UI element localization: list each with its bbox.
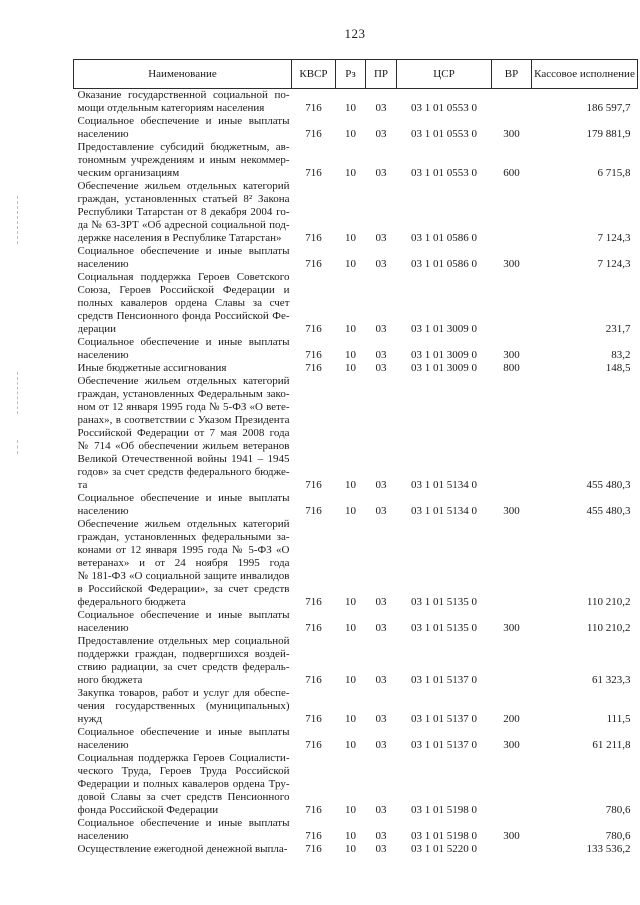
- amount-cell: 61 211,8: [592, 739, 631, 751]
- pr-cell: 03: [375, 167, 387, 179]
- rz-cell: 10: [345, 479, 356, 491]
- pr-cell: 03: [375, 739, 387, 751]
- amount-cell: 83,2: [611, 349, 631, 361]
- row-name-line: чения государственных (муниципальных): [77, 700, 290, 712]
- row-name-line: ствию радиации, за счет средств федераль-: [77, 661, 290, 673]
- row-name-line: населению: [77, 128, 129, 140]
- row-name-line: держке населения в Республике Татарстан»: [77, 232, 282, 244]
- csr-cell: 03 1 01 0553 0: [411, 128, 477, 140]
- kvsr-cell: 716: [305, 258, 322, 270]
- row-name-line: Российской Федерации от 7 мая 2008 года: [77, 427, 290, 439]
- amount-cell: 7 124,3: [597, 258, 631, 270]
- kvsr-cell: 716: [305, 505, 322, 517]
- amount-cell: 6 715,8: [597, 167, 631, 179]
- rz-cell: 10: [345, 258, 356, 270]
- rz-cell: 10: [345, 674, 356, 686]
- csr-cell: 03 1 01 0586 0: [411, 258, 477, 270]
- row-name-line: в Российской Федерации», за счет средств: [77, 583, 290, 595]
- pr-cell: 03: [375, 713, 387, 725]
- csr-cell: 03 1 01 5198 0: [411, 830, 477, 842]
- vr-cell: [492, 89, 532, 116]
- row-name-cell: [74, 115, 292, 141]
- pr-cell: 03: [375, 804, 387, 816]
- scan-artifact: [17, 440, 18, 454]
- csr-cell: 03 1 01 3009 0: [411, 323, 477, 335]
- vr-cell: 300: [503, 622, 520, 634]
- vr-cell: [492, 518, 532, 609]
- table-row: [74, 726, 638, 752]
- table-row: [74, 362, 638, 375]
- row-name-line: довой Славы за счет средств Пенсионного: [77, 791, 290, 803]
- row-name-cell: [74, 518, 292, 609]
- row-name-line: Обеспечение жильем отдельных категорий: [77, 518, 290, 530]
- table-row: [74, 89, 638, 116]
- row-name-line: населению: [77, 739, 129, 751]
- vr-cell: 200: [503, 713, 520, 725]
- row-name-line: Оказание государственной социальной по-: [77, 89, 290, 101]
- pr-cell: 03: [375, 505, 387, 517]
- row-name-line: Великой Отечественной войны 1941 – 1945: [77, 453, 290, 465]
- col-header-kvsr: КВСР: [292, 60, 336, 89]
- row-name-line: Обеспечение жильем отдельных категорий: [77, 375, 290, 387]
- row-name-cell: [74, 492, 292, 518]
- row-name-line: № 714 «Об обеспечении жильем ветеранов: [77, 440, 290, 452]
- kvsr-cell: 716: [305, 479, 322, 491]
- kvsr-cell: 716: [305, 739, 322, 751]
- row-name-cell: [74, 89, 292, 116]
- csr-cell: 03 1 01 5134 0: [411, 479, 477, 491]
- kvsr-cell: 716: [305, 167, 322, 179]
- rz-cell: 10: [345, 843, 356, 855]
- rz-cell: 10: [345, 362, 356, 374]
- row-name-line: мощи отдельным категориям населения: [77, 102, 265, 114]
- row-name-cell: [74, 687, 292, 726]
- vr-cell: 600: [503, 167, 520, 179]
- kvsr-cell: 716: [305, 362, 322, 374]
- kvsr-cell: 716: [305, 128, 322, 140]
- kvsr-cell: 716: [305, 804, 322, 816]
- row-name-cell: [74, 271, 292, 336]
- pr-cell: 03: [375, 102, 387, 114]
- row-name-cell: [74, 141, 292, 180]
- pr-cell: 03: [375, 349, 387, 361]
- row-name-line: ранах», в соответствии с Указом Президента: [77, 414, 290, 426]
- row-name-line: Закупка товаров, работ и услуг для обеспе-: [77, 687, 290, 699]
- pr-cell: 03: [375, 232, 387, 244]
- csr-cell: 03 1 01 3009 0: [411, 362, 477, 374]
- table-row: [74, 635, 638, 687]
- kvsr-cell: 716: [305, 713, 322, 725]
- row-name-line: ветеранах» и от 24 ноября 1995 года: [77, 557, 290, 569]
- row-name-line: граждан, установленных статьей 8² Закона: [77, 193, 290, 205]
- rz-cell: 10: [345, 102, 356, 114]
- row-name-cell: [74, 375, 292, 492]
- row-name-line: Предоставление отдельных мер социальной: [77, 635, 290, 647]
- amount-cell: 231,7: [605, 323, 631, 335]
- row-name-line: граждан, установленных Федеральным зако-: [77, 388, 290, 400]
- row-name-line: тономным учреждениям и иным некоммер-: [77, 154, 290, 166]
- row-name-cell: [74, 245, 292, 271]
- amount-cell: 186 597,7: [586, 102, 631, 114]
- vr-cell: [492, 635, 532, 687]
- row-name-line: населению: [77, 830, 129, 842]
- rz-cell: 10: [345, 804, 356, 816]
- amount-cell: 780,6: [605, 804, 631, 816]
- row-name-line: Социальное обеспечение и иные выплаты: [77, 492, 290, 504]
- rz-cell: 10: [345, 167, 356, 179]
- row-name-line: нужд: [77, 713, 102, 725]
- pr-cell: 03: [375, 479, 387, 491]
- table-row: [74, 843, 638, 856]
- csr-cell: 03 1 01 0586 0: [411, 232, 477, 244]
- table-row: [74, 180, 638, 245]
- vr-cell: [492, 375, 532, 492]
- rz-cell: 10: [345, 232, 356, 244]
- pr-cell: 03: [375, 323, 387, 335]
- row-name-line: Социальная поддержка Героев Советского: [77, 271, 290, 283]
- table-row: [74, 752, 638, 817]
- row-name-cell: [74, 635, 292, 687]
- row-name-cell: [74, 726, 292, 752]
- row-name-line: фонда Российской Федерации: [77, 804, 219, 816]
- vr-cell: 300: [503, 349, 520, 361]
- row-name-cell: [74, 817, 292, 843]
- col-header-vr: ВР: [492, 60, 532, 89]
- kvsr-cell: 716: [305, 102, 322, 114]
- amount-cell: 179 881,9: [586, 128, 631, 140]
- row-name-line: населению: [77, 622, 129, 634]
- row-name-line: Обеспечение жильем отдельных категорий: [77, 180, 290, 192]
- csr-cell: 03 1 01 5134 0: [411, 505, 477, 517]
- row-name-cell: [74, 609, 292, 635]
- row-name-line: та: [77, 479, 88, 491]
- scan-artifact: [17, 372, 18, 414]
- amount-cell: 110 210,2: [586, 596, 631, 608]
- row-name-line: граждан, установленных федеральными за-: [77, 531, 290, 543]
- row-name-line: населению: [77, 505, 129, 517]
- rz-cell: 10: [345, 596, 356, 608]
- row-name-line: средств Пенсионного фонда Российской Фе-: [77, 310, 290, 322]
- amount-cell: 780,6: [605, 830, 631, 842]
- row-name-line: Социальное обеспечение и иные выплаты: [77, 609, 290, 621]
- rz-cell: 10: [345, 505, 356, 517]
- rz-cell: 10: [345, 128, 356, 140]
- table-row: [74, 141, 638, 180]
- csr-cell: 03 1 01 5135 0: [411, 596, 477, 608]
- row-name-line: ном от 12 января 1995 года № 5-ФЗ «О вете-: [77, 401, 290, 413]
- kvsr-cell: 716: [305, 843, 322, 855]
- csr-cell: 03 1 01 0553 0: [411, 167, 477, 179]
- kvsr-cell: 716: [305, 622, 322, 634]
- kvsr-cell: 716: [305, 830, 322, 842]
- col-header-kassovoe: Кассовое исполнение: [532, 60, 638, 89]
- pr-cell: 03: [375, 362, 387, 374]
- vr-cell: [492, 271, 532, 336]
- table-row: [74, 518, 638, 609]
- kvsr-cell: 716: [305, 596, 322, 608]
- row-name-line: Социальное обеспечение и иные выплаты: [77, 817, 290, 829]
- amount-cell: 455 480,3: [586, 479, 631, 491]
- pr-cell: 03: [375, 843, 387, 855]
- vr-cell: [492, 752, 532, 817]
- table-row: [74, 492, 638, 518]
- table-row: [74, 687, 638, 726]
- row-name-line: Предоставление субсидий бюджетным, ав-: [77, 141, 290, 153]
- row-name-line: населению: [77, 349, 129, 361]
- rz-cell: 10: [345, 739, 356, 751]
- row-name-line: Иные бюджетные ассигнования: [77, 362, 227, 374]
- col-header-csr: ЦСР: [397, 60, 492, 89]
- row-name-line: Союза, Героев Российской Федерации и: [77, 284, 290, 296]
- vr-cell: 300: [503, 505, 520, 517]
- vr-cell: [492, 180, 532, 245]
- amount-cell: 7 124,3: [597, 232, 631, 244]
- row-name-cell: [74, 336, 292, 362]
- table-header-row: [74, 60, 638, 89]
- col-header-pr: ПР: [366, 60, 397, 89]
- row-name-line: ного бюджета: [77, 674, 143, 686]
- csr-cell: 03 1 01 5137 0: [411, 739, 477, 751]
- csr-cell: 03 1 01 5198 0: [411, 804, 477, 816]
- pr-cell: 03: [375, 830, 387, 842]
- row-name-line: Социальное обеспечение и иные выплаты: [77, 115, 290, 127]
- vr-cell: 300: [503, 830, 520, 842]
- rz-cell: 10: [345, 713, 356, 725]
- row-name-line: Федерации и полных кавалеров ордена Тру-: [77, 778, 290, 790]
- kvsr-cell: 716: [305, 323, 322, 335]
- col-header-rz: Рз: [336, 60, 366, 89]
- row-name-line: Осуществление ежегодной денежной выпла-: [77, 843, 288, 855]
- csr-cell: 03 1 01 5137 0: [411, 713, 477, 725]
- row-name-line: ческим организациям: [77, 167, 180, 179]
- row-name-line: Социальное обеспечение и иные выплаты: [77, 726, 290, 738]
- row-name-line: ческого Труда, Героев Труда Российской: [77, 765, 290, 777]
- row-name-line: поддержки граждан, подвергшихся воздей-: [77, 648, 290, 660]
- table-row: [74, 817, 638, 843]
- row-name-line: Социальное обеспечение и иные выплаты: [77, 245, 290, 257]
- rz-cell: 10: [345, 622, 356, 634]
- kvsr-cell: 716: [305, 232, 322, 244]
- page-number: 123: [344, 26, 366, 41]
- budget-execution-table: [73, 59, 638, 856]
- vr-cell: 300: [503, 739, 520, 751]
- row-name-line: населению: [77, 258, 129, 270]
- row-name-line: Республики Татарстан от 8 декабря 2004 го-: [77, 206, 290, 218]
- row-name-line: Социальная поддержка Героев Социалисти-: [77, 752, 290, 764]
- vr-cell: 300: [503, 128, 520, 140]
- row-name-line: федерального бюджета: [77, 596, 186, 608]
- rz-cell: 10: [345, 349, 356, 361]
- table-row: [74, 271, 638, 336]
- row-name-line: полных кавалеров ордена Славы за счет: [77, 297, 290, 309]
- table-row: [74, 609, 638, 635]
- csr-cell: 03 1 01 3009 0: [411, 349, 477, 361]
- table-row: [74, 245, 638, 271]
- row-name-line: Социальное обеспечение и иные выплаты: [77, 336, 290, 348]
- row-name-line: № 181-ФЗ «О социальной защите инвалидов: [77, 570, 290, 582]
- row-name-line: конами от 12 января 1995 года № 5-ФЗ «О: [77, 544, 290, 556]
- table-row: [74, 375, 638, 492]
- row-name-cell: [74, 180, 292, 245]
- row-name-line: дерации: [77, 323, 117, 335]
- row-name-cell: [74, 752, 292, 817]
- amount-cell: 61 323,3: [592, 674, 631, 686]
- scan-artifact: [17, 196, 18, 244]
- rz-cell: 10: [345, 830, 356, 842]
- table-body: [74, 89, 638, 857]
- csr-cell: 03 1 01 5137 0: [411, 674, 477, 686]
- vr-cell: [492, 843, 532, 856]
- vr-cell: 800: [503, 362, 520, 374]
- kvsr-cell: 716: [305, 349, 322, 361]
- kvsr-cell: 716: [305, 674, 322, 686]
- pr-cell: 03: [375, 596, 387, 608]
- amount-cell: 111,5: [606, 713, 631, 725]
- col-header-naimenovanie: Наименование: [74, 60, 292, 89]
- pr-cell: 03: [375, 674, 387, 686]
- row-name-cell: [74, 362, 292, 375]
- vr-cell: 300: [503, 258, 520, 270]
- row-name-cell: [74, 843, 292, 856]
- csr-cell: 03 1 01 5220 0: [411, 843, 477, 855]
- amount-cell: 133 536,2: [586, 843, 631, 855]
- pr-cell: 03: [375, 258, 387, 270]
- table-row: [74, 115, 638, 141]
- amount-cell: 110 210,2: [586, 622, 631, 634]
- csr-cell: 03 1 01 0553 0: [411, 102, 477, 114]
- csr-cell: 03 1 01 5135 0: [411, 622, 477, 634]
- pr-cell: 03: [375, 622, 387, 634]
- pr-cell: 03: [375, 128, 387, 140]
- amount-cell: 148,5: [605, 362, 631, 374]
- row-name-line: да № 63-ЗРТ «Об адресной социальной под-: [77, 219, 290, 231]
- amount-cell: 455 480,3: [586, 505, 631, 517]
- rz-cell: 10: [345, 323, 356, 335]
- row-name-line: годов» за счет средств федерального бюдже-: [77, 466, 290, 478]
- table-row: [74, 336, 638, 362]
